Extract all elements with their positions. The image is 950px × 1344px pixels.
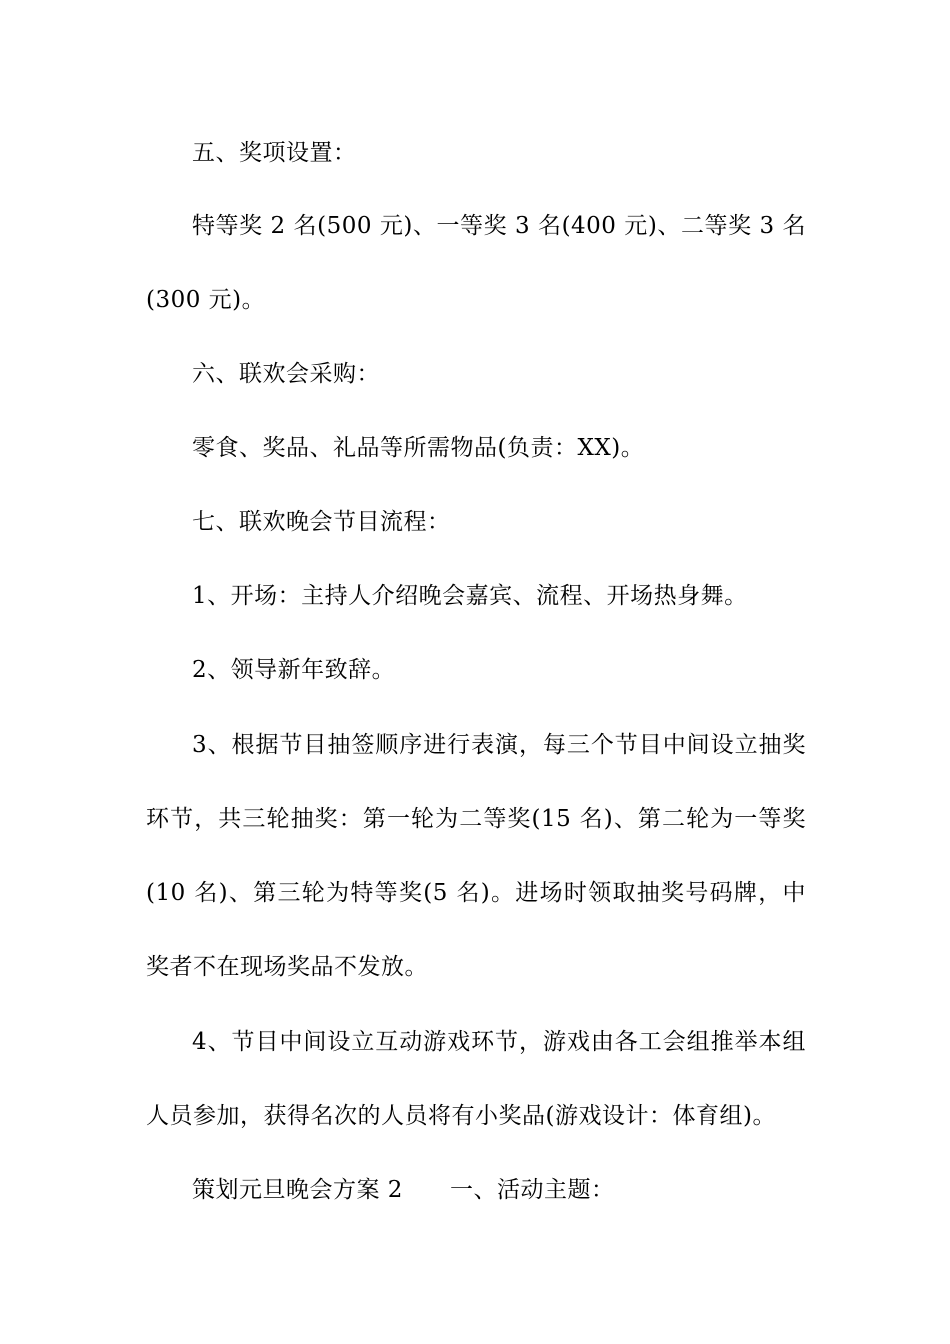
section-heading-awards: 五、奖项设置： xyxy=(192,140,357,166)
list-item: 2、领导新年致辞。 xyxy=(192,657,396,683)
paragraph-line: 奖者不在现场奖品不发放。 xyxy=(146,954,428,980)
paragraph-line: 人员参加，获得名次的人员将有小奖品(游戏设计：体育组)。 xyxy=(146,1103,776,1129)
paragraph-line: (10 名)、第三轮为特等奖(5 名)。进场时领取抽奖号码牌，中 xyxy=(146,880,806,906)
paragraph-line: 零食、奖品、礼品等所需物品(负责：XX)。 xyxy=(192,435,645,461)
list-item: 3、根据节目抽签顺序进行表演，每三个节目中间设立抽奖 xyxy=(192,732,806,758)
section-heading-purchase: 六、联欢会采购： xyxy=(192,361,380,387)
paragraph-line: (300 元)。 xyxy=(146,287,266,313)
paragraph-line: 环节，共三轮抽奖：第一轮为二等奖(15 名)、第二轮为一等奖 xyxy=(146,806,806,832)
section-heading-plan-2: 策划元旦晚会方案 2 一、活动主题： xyxy=(192,1177,615,1203)
list-item: 4、节目中间设立互动游戏环节，游戏由各工会组推举本组 xyxy=(192,1029,806,1055)
list-item: 1、开场：主持人介绍晚会嘉宾、流程、开场热身舞。 xyxy=(192,583,748,609)
section-heading-program-flow: 七、联欢晚会节目流程： xyxy=(192,509,451,535)
paragraph-line: 特等奖 2 名(500 元)、一等奖 3 名(400 元)、二等奖 3 名 xyxy=(192,213,806,239)
